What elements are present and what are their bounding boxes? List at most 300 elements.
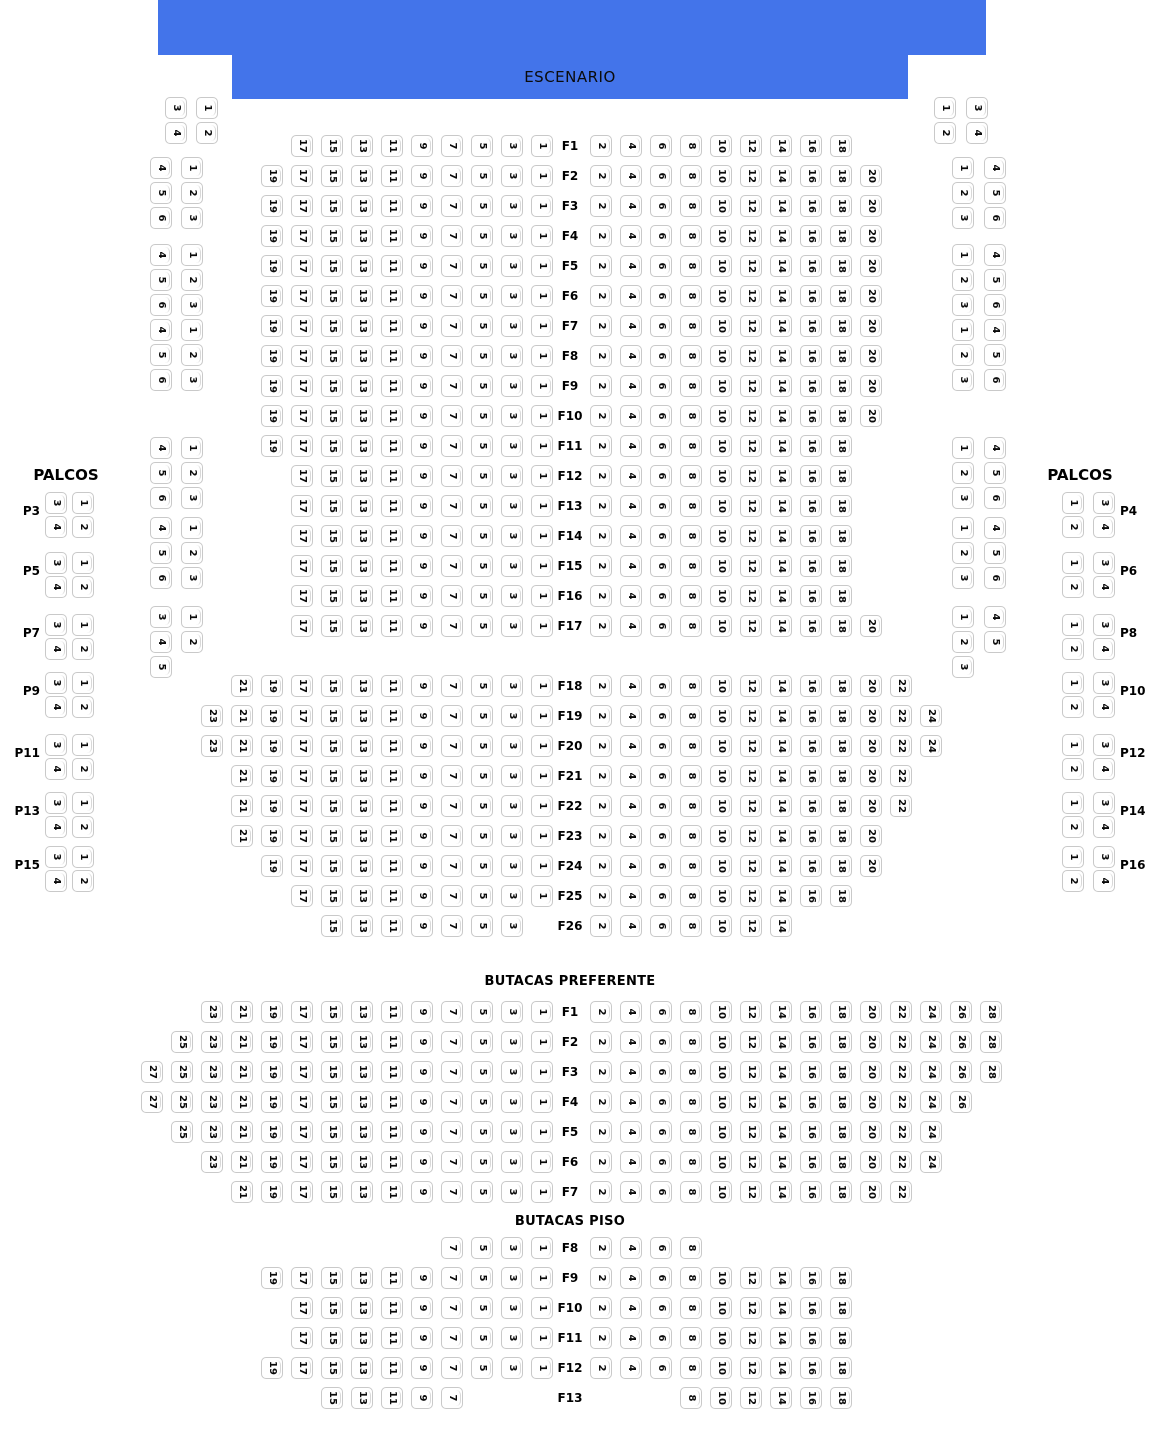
seat[interactable]: [710, 735, 732, 757]
seat[interactable]: [72, 552, 94, 574]
seat[interactable]: [590, 855, 612, 877]
seat[interactable]: [181, 631, 203, 653]
seat[interactable]: [411, 1387, 433, 1409]
seat[interactable]: [261, 1061, 283, 1083]
seat[interactable]: [411, 1031, 433, 1053]
seat[interactable]: [201, 1091, 223, 1113]
seat[interactable]: [830, 705, 852, 727]
seat[interactable]: [501, 1357, 523, 1379]
seat[interactable]: [441, 195, 463, 217]
seat[interactable]: [72, 576, 94, 598]
seat[interactable]: [471, 435, 493, 457]
seat[interactable]: [770, 465, 792, 487]
seat[interactable]: [441, 255, 463, 277]
seat[interactable]: [150, 244, 172, 266]
seat[interactable]: [620, 585, 642, 607]
seat[interactable]: [770, 1001, 792, 1023]
seat[interactable]: [181, 462, 203, 484]
seat[interactable]: [740, 195, 762, 217]
seat[interactable]: [291, 735, 313, 757]
seat[interactable]: [291, 1121, 313, 1143]
seat[interactable]: [291, 705, 313, 727]
seat[interactable]: [45, 870, 67, 892]
seat[interactable]: [710, 525, 732, 547]
seat[interactable]: [351, 315, 373, 337]
seat[interactable]: [680, 1327, 702, 1349]
seat[interactable]: [740, 735, 762, 757]
seat[interactable]: [261, 1151, 283, 1173]
seat[interactable]: [411, 585, 433, 607]
seat[interactable]: [261, 1357, 283, 1379]
seat[interactable]: [590, 345, 612, 367]
seat[interactable]: [860, 315, 882, 337]
seat[interactable]: [800, 825, 822, 847]
seat[interactable]: [501, 1327, 523, 1349]
seat[interactable]: [291, 495, 313, 517]
seat[interactable]: [291, 1091, 313, 1113]
seat[interactable]: [171, 1061, 193, 1083]
seat[interactable]: [830, 1267, 852, 1289]
seat[interactable]: [770, 225, 792, 247]
seat[interactable]: [710, 855, 732, 877]
seat[interactable]: [291, 165, 313, 187]
seat[interactable]: [291, 1001, 313, 1023]
seat[interactable]: [411, 1297, 433, 1319]
seat[interactable]: [441, 1061, 463, 1083]
seat[interactable]: [441, 1357, 463, 1379]
seat[interactable]: [680, 1387, 702, 1409]
seat[interactable]: [150, 344, 172, 366]
seat[interactable]: [710, 1357, 732, 1379]
seat[interactable]: [411, 285, 433, 307]
seat[interactable]: [590, 1237, 612, 1259]
seat[interactable]: [291, 885, 313, 907]
seat[interactable]: [590, 1151, 612, 1173]
seat[interactable]: [770, 135, 792, 157]
seat[interactable]: [165, 122, 187, 144]
seat[interactable]: [411, 435, 433, 457]
seat[interactable]: [381, 315, 403, 337]
seat[interactable]: [411, 465, 433, 487]
seat[interactable]: [441, 585, 463, 607]
seat[interactable]: [710, 795, 732, 817]
seat[interactable]: [680, 585, 702, 607]
seat[interactable]: [620, 525, 642, 547]
seat[interactable]: [471, 1237, 493, 1259]
seat[interactable]: [934, 122, 956, 144]
seat[interactable]: [381, 435, 403, 457]
seat[interactable]: [620, 885, 642, 907]
seat[interactable]: [650, 345, 672, 367]
seat[interactable]: [181, 487, 203, 509]
seat[interactable]: [650, 1151, 672, 1173]
seat[interactable]: [321, 1267, 343, 1289]
seat[interactable]: [261, 345, 283, 367]
seat[interactable]: [590, 525, 612, 547]
seat[interactable]: [620, 435, 642, 457]
seat[interactable]: [800, 555, 822, 577]
seat[interactable]: [680, 375, 702, 397]
seat[interactable]: [45, 816, 67, 838]
seat[interactable]: [72, 870, 94, 892]
seat[interactable]: [72, 734, 94, 756]
seat[interactable]: [740, 1151, 762, 1173]
seat[interactable]: [411, 675, 433, 697]
seat[interactable]: [471, 705, 493, 727]
seat[interactable]: [860, 1181, 882, 1203]
seat[interactable]: [1062, 516, 1084, 538]
seat[interactable]: [471, 1001, 493, 1023]
seat[interactable]: [590, 825, 612, 847]
seat[interactable]: [381, 285, 403, 307]
seat[interactable]: [351, 615, 373, 637]
seat[interactable]: [411, 1151, 433, 1173]
seat[interactable]: [830, 255, 852, 277]
seat[interactable]: [411, 555, 433, 577]
seat[interactable]: [261, 435, 283, 457]
seat[interactable]: [471, 495, 493, 517]
seat[interactable]: [740, 1091, 762, 1113]
seat[interactable]: [291, 675, 313, 697]
seat[interactable]: [411, 1091, 433, 1113]
seat[interactable]: [501, 465, 523, 487]
seat[interactable]: [72, 696, 94, 718]
seat[interactable]: [231, 1121, 253, 1143]
seat[interactable]: [952, 182, 974, 204]
seat[interactable]: [1093, 576, 1115, 598]
seat[interactable]: [770, 165, 792, 187]
seat[interactable]: [471, 195, 493, 217]
seat[interactable]: [291, 405, 313, 427]
seat[interactable]: [150, 437, 172, 459]
seat[interactable]: [261, 195, 283, 217]
seat[interactable]: [411, 1181, 433, 1203]
seat[interactable]: [740, 885, 762, 907]
seat[interactable]: [830, 135, 852, 157]
seat[interactable]: [740, 1357, 762, 1379]
seat[interactable]: [830, 285, 852, 307]
seat[interactable]: [150, 517, 172, 539]
seat[interactable]: [291, 1357, 313, 1379]
seat[interactable]: [830, 1151, 852, 1173]
seat[interactable]: [381, 465, 403, 487]
seat[interactable]: [321, 795, 343, 817]
seat[interactable]: [291, 1181, 313, 1203]
seat[interactable]: [381, 915, 403, 937]
seat[interactable]: [620, 555, 642, 577]
seat[interactable]: [890, 765, 912, 787]
seat[interactable]: [590, 465, 612, 487]
seat[interactable]: [1062, 638, 1084, 660]
seat[interactable]: [680, 225, 702, 247]
seat[interactable]: [770, 915, 792, 937]
seat[interactable]: [680, 615, 702, 637]
seat[interactable]: [1062, 758, 1084, 780]
seat[interactable]: [231, 1091, 253, 1113]
seat[interactable]: [860, 375, 882, 397]
seat[interactable]: [150, 462, 172, 484]
seat[interactable]: [984, 319, 1006, 341]
seat[interactable]: [321, 465, 343, 487]
seat[interactable]: [984, 244, 1006, 266]
seat[interactable]: [471, 405, 493, 427]
seat[interactable]: [351, 495, 373, 517]
seat[interactable]: [800, 705, 822, 727]
seat[interactable]: [740, 315, 762, 337]
seat[interactable]: [680, 1357, 702, 1379]
seat[interactable]: [680, 1181, 702, 1203]
seat[interactable]: [590, 1267, 612, 1289]
seat[interactable]: [770, 1297, 792, 1319]
seat[interactable]: [441, 855, 463, 877]
seat[interactable]: [150, 157, 172, 179]
seat[interactable]: [830, 795, 852, 817]
seat[interactable]: [411, 255, 433, 277]
seat[interactable]: [650, 285, 672, 307]
seat[interactable]: [620, 1327, 642, 1349]
seat[interactable]: [381, 165, 403, 187]
seat[interactable]: [830, 435, 852, 457]
seat[interactable]: [351, 1387, 373, 1409]
seat[interactable]: [620, 825, 642, 847]
seat[interactable]: [950, 1061, 972, 1083]
seat[interactable]: [181, 369, 203, 391]
seat[interactable]: [740, 525, 762, 547]
seat[interactable]: [650, 465, 672, 487]
seat[interactable]: [770, 195, 792, 217]
seat[interactable]: [351, 795, 373, 817]
seat[interactable]: [321, 435, 343, 457]
seat[interactable]: [590, 555, 612, 577]
seat[interactable]: [710, 1151, 732, 1173]
seat[interactable]: [710, 135, 732, 157]
seat[interactable]: [411, 165, 433, 187]
seat[interactable]: [620, 495, 642, 517]
seat[interactable]: [800, 1091, 822, 1113]
seat[interactable]: [800, 765, 822, 787]
seat[interactable]: [181, 269, 203, 291]
seat[interactable]: [680, 255, 702, 277]
seat[interactable]: [710, 615, 732, 637]
seat[interactable]: [411, 735, 433, 757]
seat[interactable]: [381, 525, 403, 547]
seat[interactable]: [381, 495, 403, 517]
seat[interactable]: [830, 585, 852, 607]
seat[interactable]: [830, 1091, 852, 1113]
seat[interactable]: [984, 369, 1006, 391]
seat[interactable]: [680, 1267, 702, 1289]
seat[interactable]: [710, 1327, 732, 1349]
seat[interactable]: [441, 1267, 463, 1289]
seat[interactable]: [441, 675, 463, 697]
seat[interactable]: [860, 765, 882, 787]
seat[interactable]: [411, 495, 433, 517]
seat[interactable]: [650, 735, 672, 757]
seat[interactable]: [770, 765, 792, 787]
seat[interactable]: [770, 825, 792, 847]
seat[interactable]: [920, 1151, 942, 1173]
seat[interactable]: [441, 555, 463, 577]
seat[interactable]: [952, 567, 974, 589]
seat[interactable]: [351, 1181, 373, 1203]
seat[interactable]: [800, 1001, 822, 1023]
seat[interactable]: [261, 165, 283, 187]
seat[interactable]: [650, 1091, 672, 1113]
seat[interactable]: [620, 345, 642, 367]
seat[interactable]: [231, 1001, 253, 1023]
seat[interactable]: [471, 1181, 493, 1203]
seat[interactable]: [740, 435, 762, 457]
seat[interactable]: [860, 1031, 882, 1053]
seat[interactable]: [680, 465, 702, 487]
seat[interactable]: [620, 285, 642, 307]
seat[interactable]: [411, 225, 433, 247]
seat[interactable]: [650, 615, 672, 637]
seat[interactable]: [710, 1181, 732, 1203]
seat[interactable]: [321, 1061, 343, 1083]
seat[interactable]: [620, 735, 642, 757]
seat[interactable]: [441, 1001, 463, 1023]
seat[interactable]: [650, 675, 672, 697]
seat[interactable]: [770, 1387, 792, 1409]
seat[interactable]: [680, 735, 702, 757]
seat[interactable]: [590, 1181, 612, 1203]
seat[interactable]: [261, 1267, 283, 1289]
seat[interactable]: [196, 122, 218, 144]
seat[interactable]: [590, 915, 612, 937]
seat[interactable]: [1062, 870, 1084, 892]
seat[interactable]: [351, 435, 373, 457]
seat[interactable]: [321, 855, 343, 877]
seat[interactable]: [710, 1001, 732, 1023]
seat[interactable]: [830, 885, 852, 907]
seat[interactable]: [740, 345, 762, 367]
seat[interactable]: [261, 1091, 283, 1113]
seat[interactable]: [411, 315, 433, 337]
seat[interactable]: [411, 345, 433, 367]
seat[interactable]: [471, 765, 493, 787]
seat[interactable]: [231, 1031, 253, 1053]
seat[interactable]: [980, 1031, 1002, 1053]
seat[interactable]: [980, 1061, 1002, 1083]
seat[interactable]: [650, 1121, 672, 1143]
seat[interactable]: [740, 1001, 762, 1023]
seat[interactable]: [952, 542, 974, 564]
seat[interactable]: [890, 1031, 912, 1053]
seat[interactable]: [984, 542, 1006, 564]
seat[interactable]: [800, 1031, 822, 1053]
seat[interactable]: [620, 1061, 642, 1083]
seat[interactable]: [800, 525, 822, 547]
seat[interactable]: [770, 405, 792, 427]
seat[interactable]: [984, 631, 1006, 653]
seat[interactable]: [1062, 492, 1084, 514]
seat[interactable]: [620, 675, 642, 697]
seat[interactable]: [770, 255, 792, 277]
seat[interactable]: [471, 1031, 493, 1053]
seat[interactable]: [620, 705, 642, 727]
seat[interactable]: [620, 1001, 642, 1023]
seat[interactable]: [441, 435, 463, 457]
seat[interactable]: [860, 345, 882, 367]
seat[interactable]: [710, 765, 732, 787]
seat[interactable]: [441, 165, 463, 187]
seat[interactable]: [620, 615, 642, 637]
seat[interactable]: [321, 135, 343, 157]
seat[interactable]: [441, 885, 463, 907]
seat[interactable]: [680, 855, 702, 877]
seat[interactable]: [800, 1327, 822, 1349]
seat[interactable]: [830, 1001, 852, 1023]
seat[interactable]: [800, 315, 822, 337]
seat[interactable]: [201, 735, 223, 757]
seat[interactable]: [351, 285, 373, 307]
seat[interactable]: [650, 915, 672, 937]
seat[interactable]: [201, 1001, 223, 1023]
seat[interactable]: [710, 165, 732, 187]
seat[interactable]: [321, 345, 343, 367]
seat[interactable]: [620, 315, 642, 337]
seat[interactable]: [501, 315, 523, 337]
seat[interactable]: [381, 615, 403, 637]
seat[interactable]: [710, 1031, 732, 1053]
seat[interactable]: [351, 735, 373, 757]
seat[interactable]: [770, 1121, 792, 1143]
seat[interactable]: [411, 135, 433, 157]
seat[interactable]: [952, 294, 974, 316]
seat[interactable]: [1093, 552, 1115, 574]
seat[interactable]: [740, 1267, 762, 1289]
seat[interactable]: [351, 705, 373, 727]
seat[interactable]: [351, 1267, 373, 1289]
seat[interactable]: [830, 345, 852, 367]
seat[interactable]: [710, 1267, 732, 1289]
seat[interactable]: [740, 705, 762, 727]
seat[interactable]: [261, 765, 283, 787]
seat[interactable]: [441, 795, 463, 817]
seat[interactable]: [150, 631, 172, 653]
seat[interactable]: [770, 855, 792, 877]
seat[interactable]: [501, 765, 523, 787]
seat[interactable]: [620, 1031, 642, 1053]
seat[interactable]: [830, 195, 852, 217]
seat[interactable]: [381, 1181, 403, 1203]
seat[interactable]: [680, 1061, 702, 1083]
seat[interactable]: [710, 315, 732, 337]
seat[interactable]: [291, 1297, 313, 1319]
seat[interactable]: [620, 855, 642, 877]
seat[interactable]: [171, 1091, 193, 1113]
seat[interactable]: [650, 315, 672, 337]
seat[interactable]: [261, 375, 283, 397]
seat[interactable]: [620, 1151, 642, 1173]
seat[interactable]: [710, 1061, 732, 1083]
seat[interactable]: [650, 555, 672, 577]
seat[interactable]: [261, 735, 283, 757]
seat[interactable]: [920, 1061, 942, 1083]
seat[interactable]: [830, 405, 852, 427]
seat[interactable]: [800, 435, 822, 457]
seat[interactable]: [471, 855, 493, 877]
seat[interactable]: [650, 375, 672, 397]
seat[interactable]: [952, 631, 974, 653]
seat[interactable]: [150, 567, 172, 589]
seat[interactable]: [590, 255, 612, 277]
seat[interactable]: [950, 1031, 972, 1053]
seat[interactable]: [830, 375, 852, 397]
seat[interactable]: [501, 1267, 523, 1289]
seat[interactable]: [590, 375, 612, 397]
